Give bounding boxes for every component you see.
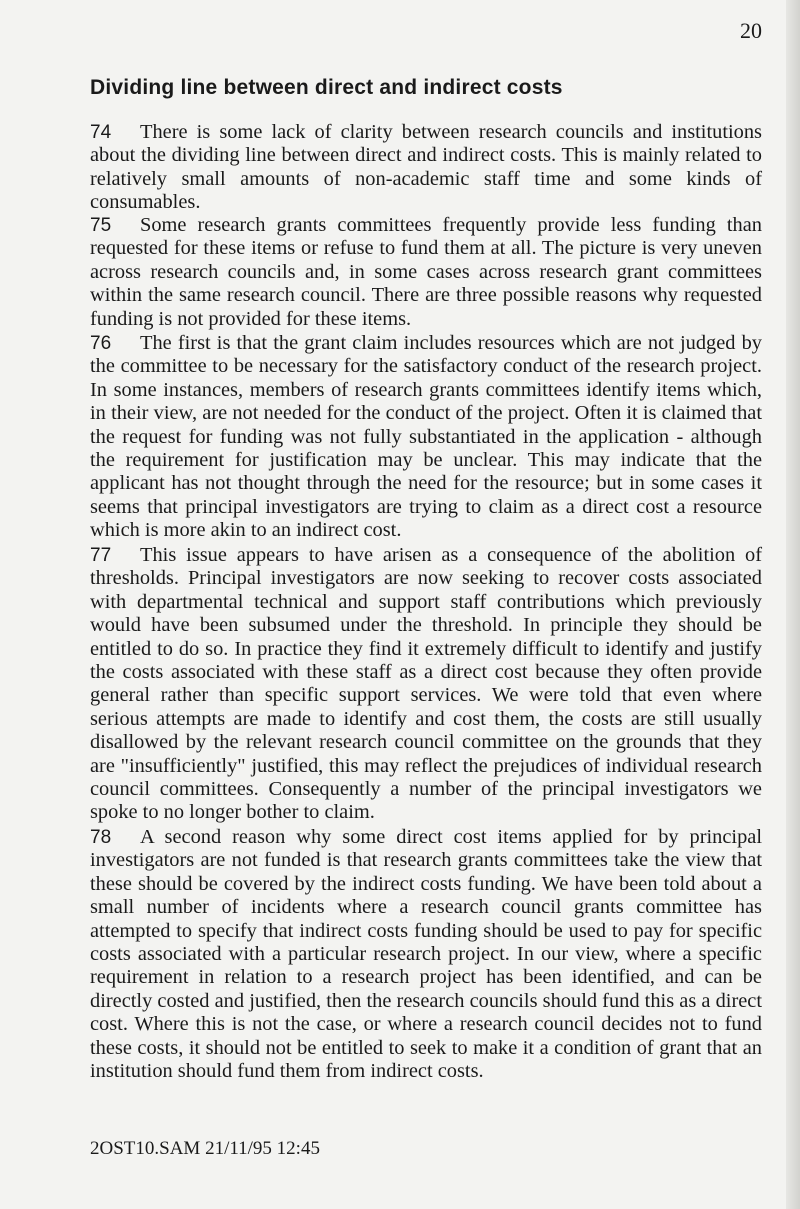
paragraph-text: A second reason why some direct cost items applied for by principal investigators are not funded is that research grants committees take the view that these should be covered by the indirect costs funding. We have been told about a small number of incidents where a research council grants committee has attempted to specify that indirect costs funding should be used to pay for specific costs associated with a particular research project. In our view, where a specific requirement in relation to a research project has been identified, and can be directly costed and justified, then the research councils should fund this as a direct cost. Where this is not the case, or where a research council decides not to fund these costs, it should not be entitled to seek to make it a condition of grant that an institution should fund them from indirect costs. <box>90 826 762 1083</box>
paragraph-number: 77 <box>90 545 112 566</box>
paragraph-74 <box>90 121 762 215</box>
paragraph-number: 74 <box>90 122 112 143</box>
paragraph-text: The first is that the grant claim includes resources which are not judged by the committee to be necessary for the satisfactory conduct of the research project. In some instances, members of research grants committees identify items which, in their view, are not needed for the conduct of the project. Often it is claimed that the request for funding was not fully substantiated in the application - although the requirement for justification may be unclear. This may indicate that the applicant has not thought through the need for the resource; but in some cases it seems that principal investigators are trying to claim as a direct cost a resource which is more akin to an indirect cost. <box>90 332 762 542</box>
paragraph-number: 75 <box>90 215 112 236</box>
paragraph-75 <box>90 214 762 331</box>
paragraph-text: There is some lack of clarity between research councils and institutions about the dividing line between direct and indirect costs. This is mainly related to relatively small amounts of non-academic staff time and some kinds of consumables. <box>90 121 762 214</box>
paragraph-number: 78 <box>90 827 112 848</box>
paragraph-78 <box>90 826 762 1083</box>
paragraph-76 <box>90 332 762 543</box>
paragraph-77 <box>90 544 762 825</box>
section-heading: Dividing line between direct and indirect costs <box>90 76 563 99</box>
paragraph-text: This issue appears to have arisen as a consequence of the abolition of thresholds. Principal investigators are now seeking to recover costs associated with departmental technical and support staff contributions which previously would have been subsumed under the threshold. In principle they should be entitled to do so. In practice they find it extremely difficult to identify and justify the costs associated with these staff as a direct cost because they often provide general rather than specific support services. We were told that even where serious attempts are made to identify and cost them, the costs are still usually disallowed by the relevant research council committee on the grounds that they are "insufficiently" justified, this may reflect the prejudices of individual research council committees. Consequently a number of the principal investigators we spoke to no longer bother to claim. <box>90 544 762 824</box>
page-number: 20 <box>740 18 762 43</box>
paragraph-number: 76 <box>90 333 112 354</box>
page-edge-shadow <box>786 0 800 1209</box>
footer-file-stamp: 2OST10.SAM 21/11/95 12:45 <box>90 1138 320 1159</box>
paragraph-text: Some research grants committees frequently provide less funding than requested for these items or refuse to fund them at all. The picture is very uneven across research councils and, in some cases across research grant committees within the same research council. There are three possible reasons why requested funding is not provided for these items. <box>90 214 762 330</box>
